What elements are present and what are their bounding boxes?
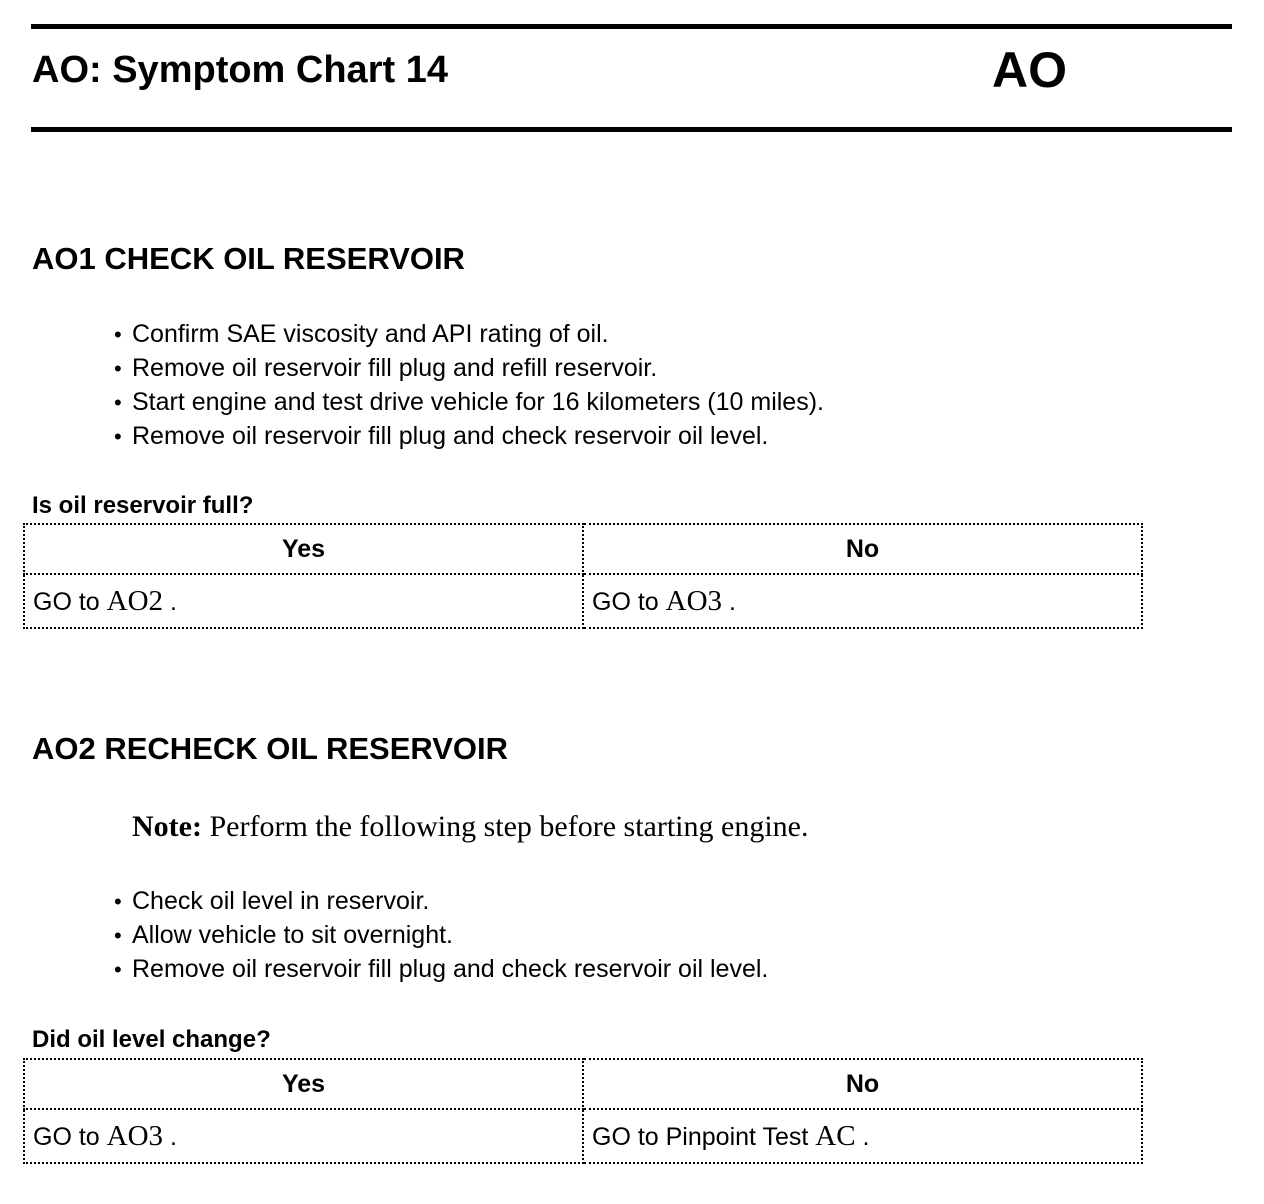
bullet-icon: • [114, 923, 122, 948]
answer-table-ao1 [23, 523, 1143, 629]
table-row [24, 1109, 1142, 1163]
bullet-icon: • [114, 957, 122, 982]
no-cell: GO to AO3 . [583, 574, 1142, 628]
yes-cell: GO to AO3 . [24, 1109, 583, 1163]
list-item: • Remove oil reservoir fill plug and check reservoir oil level. [114, 419, 824, 453]
no-header: No [583, 524, 1142, 574]
section-heading-ao1: AO1 CHECK OIL RESERVOIR [32, 241, 465, 276]
yes-header: Yes [24, 524, 583, 574]
list-item: • Start engine and test drive vehicle for 16 kilometers (10 miles). [114, 385, 824, 419]
note [132, 808, 808, 846]
list-item: • Confirm SAE viscosity and API rating of oil. [114, 317, 824, 351]
question-ao2: Did oil level change? [32, 1026, 271, 1053]
yes-cell: GO to AO2 . [24, 574, 583, 628]
no-header: No [583, 1059, 1142, 1109]
list-item: • Remove oil reservoir fill plug and check reservoir oil level. [114, 952, 768, 986]
link-pinpoint-test-ac[interactable]: AC [815, 1119, 856, 1152]
header-bottom-rule [31, 127, 1232, 132]
bullet-list-ao1 [114, 317, 824, 453]
bullet-icon: • [114, 322, 122, 347]
link-ao2[interactable]: AO2 [106, 584, 164, 617]
table-row [24, 524, 1142, 574]
yes-header: Yes [24, 1059, 583, 1109]
page-title: AO: Symptom Chart 14 [32, 49, 448, 91]
table-row [24, 1059, 1142, 1109]
list-item: • Allow vehicle to sit overnight. [114, 918, 768, 952]
bullet-icon: • [114, 889, 122, 914]
link-ao3[interactable]: AO3 [665, 584, 723, 617]
bullet-icon: • [114, 390, 122, 415]
answer-table-ao2 [23, 1058, 1143, 1164]
section-heading-ao2: AO2 RECHECK OIL RESERVOIR [32, 731, 509, 766]
list-item: • Check oil level in reservoir. [114, 884, 768, 918]
question-ao1: Is oil reservoir full? [32, 492, 254, 519]
link-ao3[interactable]: AO3 [106, 1119, 164, 1152]
list-item: • Remove oil reservoir fill plug and refill reservoir. [114, 351, 824, 385]
table-row [24, 574, 1142, 628]
header-top-rule [31, 24, 1232, 29]
bullet-icon: • [114, 424, 122, 449]
note-label: Note: [132, 810, 202, 843]
section-code: AO [992, 42, 1067, 98]
bullet-icon: • [114, 356, 122, 381]
bullet-list-ao2 [114, 884, 768, 986]
note-text: Perform the following step before starting engine. [209, 810, 809, 843]
no-cell: GO to Pinpoint Test AC . [583, 1109, 1142, 1163]
